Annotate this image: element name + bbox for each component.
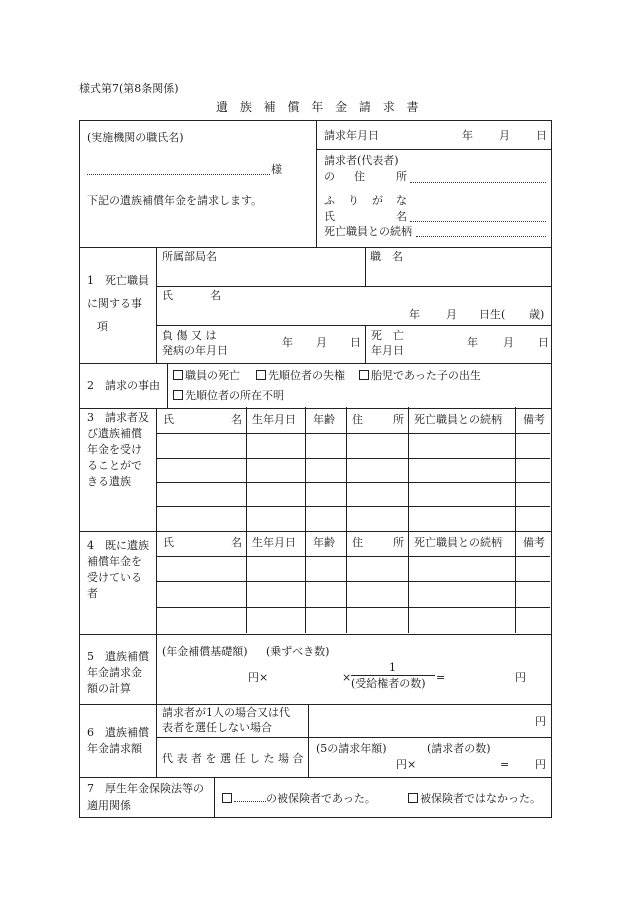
col-header-sho: 所 xyxy=(393,413,404,426)
sec5-amount-label: (5の請求年額) xyxy=(316,742,387,755)
sec3-label-3: 年金を受け xyxy=(87,443,142,456)
addressee-line[interactable] xyxy=(87,174,270,175)
furi: ふ xyxy=(324,194,335,207)
date-day: 日 xyxy=(536,129,547,142)
inj-month: 月 xyxy=(316,336,327,349)
fraction-bar xyxy=(351,675,435,676)
option-not-insured[interactable]: 被保険者ではなかった。 xyxy=(408,792,541,805)
col-header-age: 年齢 xyxy=(313,536,335,549)
sec6-label-1: 6 遺族補償 xyxy=(87,726,149,739)
sec3-label-1: 3 請求者及 xyxy=(87,411,149,424)
age: 歳) xyxy=(529,308,545,321)
col-header-birth: 生年月日 xyxy=(252,413,296,426)
relation-field[interactable] xyxy=(416,236,546,237)
claimant-name-field[interactable] xyxy=(410,221,546,222)
checkbox[interactable] xyxy=(222,793,232,803)
col-header-sho: 所 xyxy=(393,536,404,549)
date-year: 年 xyxy=(462,129,473,142)
dept-label: 所属部局名 xyxy=(162,250,217,263)
sec5-label-2: 年金請求金 xyxy=(87,666,142,679)
injury-label-1: 負 傷 又 は xyxy=(162,329,217,342)
death-year: 年 xyxy=(467,336,478,349)
checkbox[interactable] xyxy=(173,390,183,400)
death-label-1: 死 亡 xyxy=(371,329,404,342)
request-date-label: 請求年月日 xyxy=(324,129,379,142)
fraction-denominator: (受給権者の数) xyxy=(351,677,426,690)
honorific: 様 xyxy=(271,163,282,176)
col-header-shi: 氏 xyxy=(163,413,174,426)
case2-equals: = xyxy=(500,758,510,771)
col-header-mei: 名 xyxy=(231,536,242,549)
calc-yen: 円 xyxy=(515,671,526,684)
ri: り xyxy=(348,194,359,207)
sec3-label-5: きる遺族 xyxy=(87,475,131,488)
sec4-label-2: 補償年金を xyxy=(87,555,142,568)
option-insured[interactable]: の被保険者であった。 xyxy=(222,792,376,805)
addressee-label: (実施機関の職氏名) xyxy=(87,131,184,144)
col-header-shi: 氏 xyxy=(163,536,174,549)
calc-equals: = xyxy=(436,671,446,684)
reason-missing[interactable]: 先順位者の所在不明 xyxy=(173,389,284,402)
sec6-label-2: 年金請求額 xyxy=(87,742,142,755)
checkbox[interactable] xyxy=(408,793,418,803)
col-header-note: 備考 xyxy=(523,413,545,426)
col-header-birth: 生年月日 xyxy=(252,536,296,549)
reason-forfeit[interactable]: 先順位者の失権 xyxy=(256,369,345,382)
addr-ju: 住 xyxy=(354,170,365,183)
sec5-label-1: 5 遺族補償 xyxy=(87,650,149,663)
col-header-relation: 死亡職員との続柄 xyxy=(414,536,502,549)
col-header-ju: 住 xyxy=(352,413,363,426)
ga: が xyxy=(372,194,383,207)
sec5-label-3: 額の計算 xyxy=(87,682,131,695)
relation-label: 死亡職員との続柄 xyxy=(324,225,412,238)
multiplier-label: (乗ずべき数) xyxy=(266,645,330,658)
checkbox[interactable] xyxy=(256,370,266,380)
claimant-rep-label: 請求者(代表者) xyxy=(324,154,399,167)
position-label: 職 名 xyxy=(370,250,403,263)
inj-year: 年 xyxy=(282,336,293,349)
calc-yen-times: 円× xyxy=(248,671,269,684)
address-field[interactable] xyxy=(410,182,546,183)
date-month: 月 xyxy=(499,129,510,142)
reason-death[interactable]: 職員の死亡 xyxy=(173,369,240,382)
sec4-label-3: 受けている xyxy=(87,571,142,584)
death-month: 月 xyxy=(503,336,514,349)
case2-label: 代 表 者 を 選 任 し た 場 合 xyxy=(162,752,304,765)
col-header-relation: 死亡職員との続柄 xyxy=(414,413,502,426)
col-header-note: 備考 xyxy=(523,536,545,549)
name-shi: 氏 xyxy=(162,289,173,302)
col-header-mei: 名 xyxy=(231,413,242,426)
base-amount-label: (年金補償基礎額) xyxy=(162,645,248,658)
sec2-label: 2 請求の事由 xyxy=(87,379,160,392)
form-title: 遺 族 補 償 年 金 請 求 書 xyxy=(216,100,423,114)
death-day: 日 xyxy=(538,336,549,349)
shi: 氏 xyxy=(324,210,335,223)
sec4-label-1: 4 既に遺族 xyxy=(87,539,149,552)
case1-yen: 円 xyxy=(535,715,546,728)
name-mei: 名 xyxy=(210,289,221,302)
mei: 名 xyxy=(396,210,407,223)
reason-birth[interactable]: 胎児であった子の出生 xyxy=(359,369,481,382)
claimant-count-label: (請求者の数) xyxy=(427,742,491,755)
sec3-label-4: ることがで xyxy=(87,459,142,472)
eligible-survivors-table xyxy=(156,407,550,530)
sec4-label-4: 者 xyxy=(87,587,98,600)
sec1-label-2: に関する事 xyxy=(87,297,142,310)
fraction-numerator: 1 xyxy=(389,661,396,674)
case1-label-2: 表者を選任しない場合 xyxy=(162,721,272,734)
case2-yen: 円 xyxy=(535,758,546,771)
sec3-label-2: び遺族補償 xyxy=(87,427,142,440)
na: な xyxy=(396,194,407,207)
checkbox[interactable] xyxy=(173,370,183,380)
calc-times: × xyxy=(342,671,352,684)
sec7-label-1: 7 厚生年金保険法等の xyxy=(87,782,204,795)
col-header-age: 年齢 xyxy=(313,413,335,426)
sec1-label-1: 1 死亡職員 xyxy=(87,274,149,287)
checkbox[interactable] xyxy=(359,370,369,380)
current-recipients-table xyxy=(156,530,550,633)
sec7-label-2: 適用関係 xyxy=(87,799,131,812)
death-label-2: 年月日 xyxy=(371,344,404,357)
birth-year: 年 xyxy=(409,308,420,321)
form-number: 様式第7(第8条関係) xyxy=(79,82,179,95)
birth-month: 月 xyxy=(446,308,457,321)
col-header-ju: 住 xyxy=(352,536,363,549)
request-text: 下記の遺族補償年金を請求します。 xyxy=(87,194,263,207)
addr-no: の xyxy=(324,170,335,183)
case1-label-1: 請求者が1人の場合又は代 xyxy=(162,706,290,719)
sec1-label-3: 項 xyxy=(97,320,108,333)
inj-day: 日 xyxy=(350,336,361,349)
insurance-type-field[interactable] xyxy=(234,792,266,802)
addr-sho: 所 xyxy=(396,170,407,183)
injury-label-2: 発病の年月日 xyxy=(162,344,228,357)
birth-day: 日生( xyxy=(479,308,506,321)
case2-yen-times: 円× xyxy=(396,758,417,771)
